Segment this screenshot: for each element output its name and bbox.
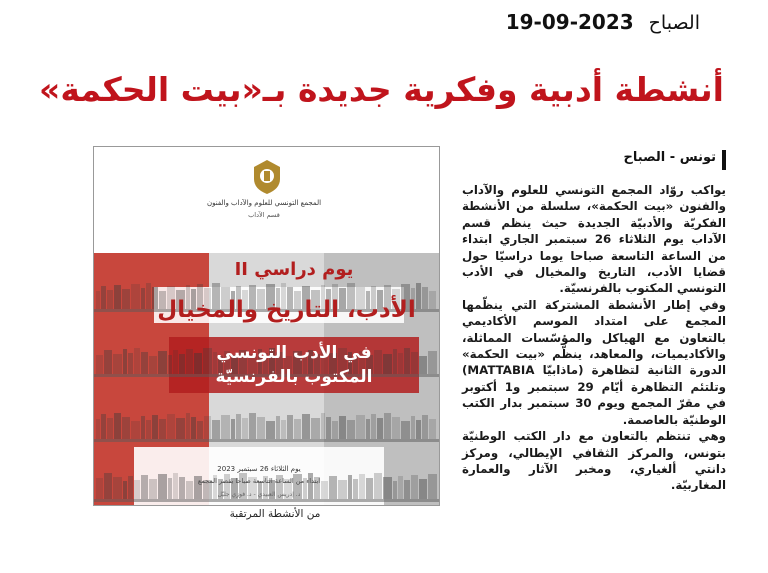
book-spine: [101, 414, 106, 439]
book-spine: [122, 417, 130, 439]
book-spine: [366, 419, 370, 439]
book-spine: [107, 290, 113, 309]
poster-subtitle-line-1: في الأدب التونسي: [216, 343, 372, 363]
book-spine: [96, 478, 103, 499]
book-spine: [123, 349, 127, 374]
book-spine: [404, 480, 410, 499]
book-spine: [96, 355, 103, 374]
book-spine: [141, 288, 145, 309]
headline: أنشطة أدبية وفكرية جديدة بـ«بيت الحكمة»: [39, 70, 724, 109]
paragraph-3: وهي تنتظم بالتعاون مع دار الكتب الوطنيّة بتونس، والمركز الثقافي الإيطالي، ومركز دانتي ألغياري، ومخبر الآثار والعمارة المغاربيّة.: [462, 429, 726, 493]
book-spine: [141, 416, 145, 439]
book-spine: [242, 418, 248, 439]
book-spine: [131, 421, 140, 439]
book-spine: [428, 474, 437, 499]
book-spine: [197, 421, 203, 439]
book-spine: [152, 415, 158, 439]
book-spine: [176, 418, 185, 439]
book-spine: [347, 420, 355, 439]
book-spine: [257, 417, 265, 439]
paragraph-1: يواكب روّاد المجمع التونسي للعلوم والآداب والفنون «بيت الحكمة»، سلسلة من الأنشطة الفكريّة والأدبيّة الجديدة حيث ينظم قسم الآداب يوم الثلاثاء 26 سبتمبر الجاري ابتداء من الساعة التاسعة صباحا يوما دراسيّا حول قضايا الأدب، التاريخ والمخيال في الأدب التونسي المكتوب بالفرنسيّة.: [462, 183, 726, 296]
book-spine: [123, 481, 127, 499]
book-spine: [122, 289, 130, 309]
book-spine: [401, 421, 410, 439]
book-spine: [128, 476, 133, 499]
book-spine: [134, 348, 140, 374]
book-spine: [186, 413, 190, 439]
book-spine: [287, 415, 293, 439]
book-spine: [429, 419, 436, 439]
book-spine: [107, 418, 113, 439]
book-spine: [114, 285, 121, 309]
book-spine: [128, 353, 133, 374]
book-spine: [191, 417, 196, 439]
book-spine: [96, 291, 100, 309]
emblem-icon: [252, 159, 282, 195]
event-poster: [93, 146, 440, 506]
book-spine: [113, 477, 122, 499]
publication-date: 2023-09-19: [505, 10, 634, 34]
book-spine: [221, 415, 230, 439]
photo-caption: من الأنشطة المرتقبة: [229, 508, 321, 520]
book-spine: [158, 351, 167, 374]
book-spine: [134, 480, 140, 499]
book-spine: [321, 413, 325, 439]
book-spine: [141, 475, 148, 499]
book-spine: [366, 478, 373, 499]
book-spine: [411, 475, 418, 499]
book-spine: [281, 420, 286, 439]
shelf-board: [94, 439, 439, 442]
book-spine: [231, 419, 235, 439]
poster-title: الأدب، التاريخ والمخيال: [157, 297, 416, 323]
book-spine: [339, 416, 346, 439]
book-spine: [236, 414, 241, 439]
book-spine: [416, 420, 421, 439]
book-spine: [311, 418, 320, 439]
book-spine: [429, 291, 436, 309]
book-spine: [168, 355, 172, 374]
poster-department: قسم الآداب: [248, 211, 280, 219]
poster-date: يوم الثلاثاء 26 سبتمبر 2023: [217, 465, 301, 473]
book-spine: [374, 473, 382, 499]
poster-time: ابتداء من الساعة التاسعة صباحا بقصر المجمع: [197, 477, 321, 485]
book-spine: [356, 415, 365, 439]
book-spine: [249, 413, 256, 439]
book-spine: [428, 351, 437, 374]
book-spine: [392, 417, 400, 439]
poster-organization: المجمع التونسي للعلوم والآداب والفنون: [206, 199, 322, 207]
book-spine: [302, 414, 310, 439]
book-spine: [266, 421, 275, 439]
book-spine: [411, 416, 415, 439]
book-spine: [204, 416, 211, 439]
newspaper-name: الصباح: [648, 12, 700, 34]
book-spine: [326, 417, 331, 439]
book-spine: [384, 413, 391, 439]
poster-credits: د. إدريس العبيدي - د. فوزي جليّل: [217, 491, 301, 498]
book-spine: [212, 420, 220, 439]
book-spine: [294, 419, 301, 439]
book-spine: [114, 413, 121, 439]
shelf-board: [94, 499, 439, 502]
article-body: [462, 182, 726, 494]
book-spine: [104, 473, 112, 499]
book-spine: [393, 481, 397, 499]
book-spine: [332, 421, 338, 439]
book-spine: [276, 416, 280, 439]
book-spine: [149, 356, 157, 374]
book-spine: [167, 414, 175, 439]
book-spine: [371, 414, 376, 439]
book-spine: [422, 415, 428, 439]
book-spine: [419, 356, 427, 374]
book-spine: [146, 420, 151, 439]
book-spine: [101, 286, 106, 309]
book-spine: [141, 352, 148, 374]
book-spine: [383, 477, 392, 499]
dateline: [470, 10, 700, 38]
paragraph-2: وفي إطار الأنشطة المشتركة التي ينظّمها المجمع على امتداد الموسم الأكاديمي بالتعاون مع الهياكل والمؤسّسات المماثلة، والأكاديميات، والمعاهد، ينظّم «بيت الحكمة» الدورة الثانية لتظاهرة (ماذابيّا MATTABIA) وتلتئم التظاهرة أيّام 29 سبتمبر و1 أكتوبر في مقرّ المجمع ويوم 30 سبتمبر بدار الكتب الوطنيّة بالعاصمة.: [462, 297, 726, 427]
book-spine: [398, 476, 403, 499]
book-spine: [96, 419, 100, 439]
book-spine: [104, 350, 112, 374]
book-spine: [159, 419, 166, 439]
book-spine: [131, 284, 140, 309]
byline: تونس - الصباح: [560, 150, 726, 170]
book-spine: [377, 418, 383, 439]
book-spine: [419, 479, 427, 499]
book-spine: [113, 354, 122, 374]
poster-subtitle-line-2: المكتوب بالفرنسيّة: [215, 367, 373, 387]
poster-day-label: يوم دراسي II: [234, 259, 354, 280]
